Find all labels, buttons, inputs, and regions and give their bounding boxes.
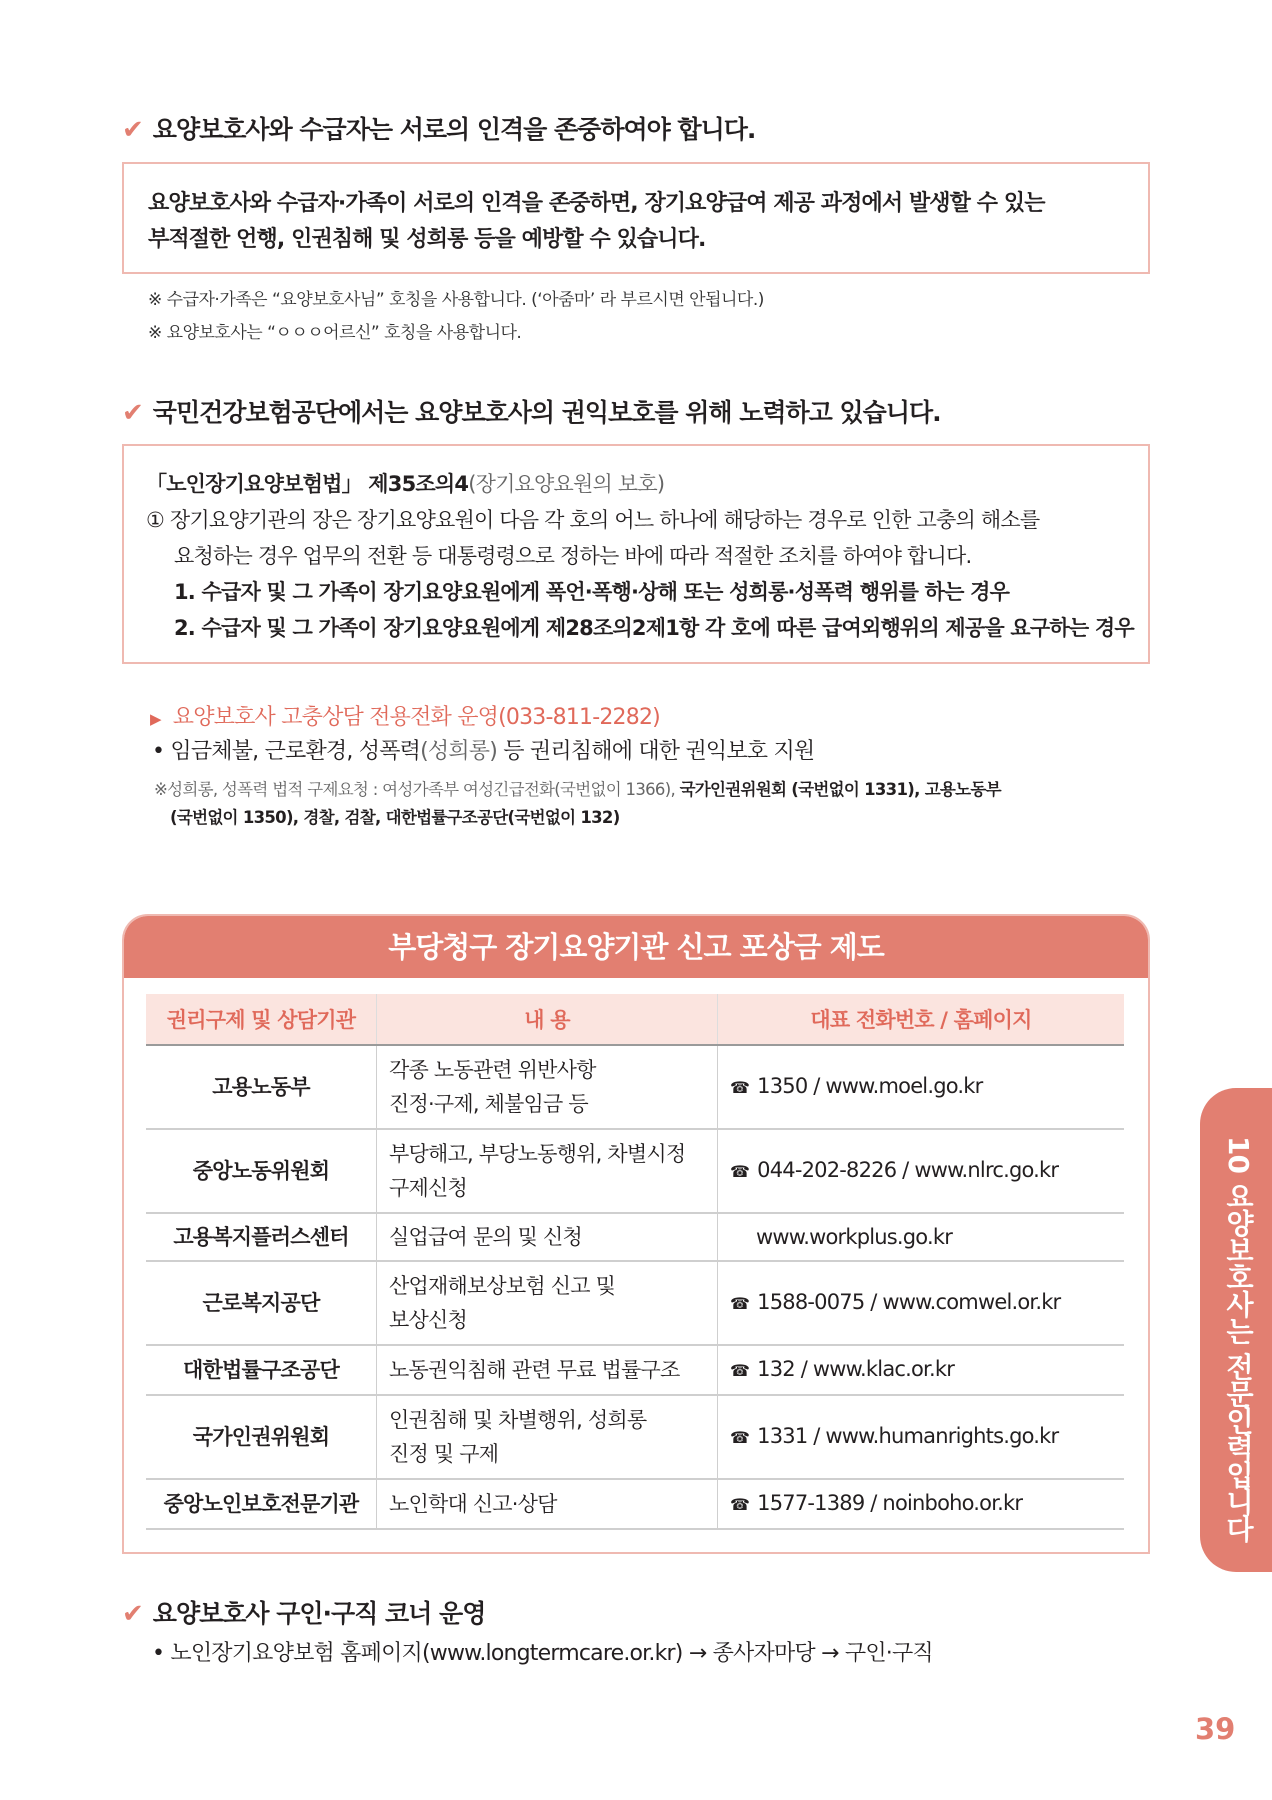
- chapter-side-tab-label: 10 요양보호사는 전문인력입니다: [1222, 1136, 1255, 1542]
- table-row: [146, 1129, 1124, 1213]
- agency-content: 부당해고, 부당노동행위, 차별시정 구제신청: [377, 1129, 718, 1213]
- respect-box-line2: 부적절한 언행, 인권침해 및 성희롱 등을 예방할 수 있습니다.: [148, 227, 706, 252]
- law-clause-line1: ① 장기요양기관의 장은 장기요양요원이 다음 각 호의 어느 하나에 해당하는 경우로 인한 고충의 해소를: [146, 508, 1040, 532]
- agency-contact: ☎ 1588-0075 / www.comwel.or.kr: [718, 1261, 1125, 1345]
- phone-icon: ☎: [730, 1078, 750, 1097]
- triangle-bullet-icon: ▶: [150, 710, 161, 728]
- phone-icon: ☎: [730, 1294, 750, 1313]
- hotline-bullet: • 임금체불, 근로환경, 성폭력(성희롱) 등 권리침해에 대한 권익보호 지원: [152, 739, 815, 764]
- law-item-2: 2. 수급자 및 그 가족이 장기요양요원에게 제28조의2제1항 각 호에 따른 급여외행위의 제공을 요구하는 경우: [174, 616, 1134, 640]
- law-item-1: 1. 수급자 및 그 가족이 장기요양요원에게 폭언·폭행·상해 또는 성희롱·성폭력 행위를 하는 경우: [174, 580, 1010, 604]
- agency-content: 노인학대 신고·상담: [377, 1479, 718, 1529]
- agency-table: [146, 994, 1124, 1530]
- phone-icon: ☎: [730, 1495, 750, 1514]
- page-number: 39: [1195, 1712, 1236, 1746]
- law-box: [122, 444, 1150, 664]
- agency-contact: www.workplus.go.kr: [718, 1213, 1125, 1261]
- agency-content: 각종 노동관련 위반사항 진정·구제, 체불임금 등: [377, 1045, 718, 1129]
- hotline-title: ▶ 요양보호사 고충상담 전용전화 운영(033-811-2282): [150, 705, 660, 730]
- phone-icon: ☎: [730, 1361, 750, 1380]
- check-icon: ✔: [122, 398, 143, 428]
- agency-content: 실업급여 문의 및 신청: [377, 1213, 718, 1261]
- agency-name: 근로복지공단: [146, 1261, 377, 1345]
- honorific-note-1: ※ 수급자·가족은 “요양보호사님” 호칭을 사용합니다. (‘아줌마’ 라 부르시면 안됩니다.): [148, 290, 764, 310]
- jobs-corner-path: • 노인장기요양보험 홈페이지(www.longtermcare.or.kr) → 종사자마당 → 구인·구직: [152, 1641, 933, 1666]
- agency-content: 산업재해보상보험 신고 및 보상신청: [377, 1261, 718, 1345]
- agency-name: 중앙노인보호전문기관: [146, 1479, 377, 1529]
- check-icon: ✔: [122, 115, 143, 145]
- table-row: [146, 1045, 1124, 1129]
- law-clause-line2: 요청하는 경우 업무의 전환 등 대통령령으로 정하는 바에 따라 적절한 조치를 하여야 합니다.: [174, 544, 972, 568]
- respect-box: [122, 162, 1150, 274]
- table-row: [146, 1345, 1124, 1395]
- respect-box-line1: 요양보호사와 수급자·가족이 서로의 인격을 존중하면, 장기요양급여 제공 과정에서 발생할 수 있는: [148, 191, 1045, 216]
- agency-name: 고용복지플러스센터: [146, 1213, 377, 1261]
- table-row: [146, 1213, 1124, 1261]
- table-row: [146, 1479, 1124, 1529]
- agency-name: 대한법률구조공단: [146, 1345, 377, 1395]
- law-title: 「노인장기요양보험법」 제35조의4(장기요양요원의 보호): [146, 472, 665, 496]
- agency-content: 인권침해 및 차별행위, 성희롱 진정 및 구제: [377, 1395, 718, 1479]
- agency-name: 국가인권위원회: [146, 1395, 377, 1479]
- phone-icon: ☎: [730, 1428, 750, 1447]
- column-header: 내 용: [377, 994, 718, 1045]
- agency-contact: ☎ 1577-1389 / noinboho.or.kr: [718, 1479, 1125, 1529]
- section-heading-respect: ✔ 요양보호사와 수급자는 서로의 인격을 존중하여야 합니다.: [122, 115, 756, 145]
- legal-relief-note-line1: ※성희롱, 성폭력 법적 구제요청 : 여성가족부 여성긴급전화(국번없이 1366), 국가인권위원회 (국번없이 1331), 고용노동부: [154, 780, 1001, 799]
- honorific-note-2: ※ 요양보호사는 “ㅇㅇㅇ어르신” 호칭을 사용합니다.: [148, 323, 522, 343]
- column-header: 대표 전화번호 / 홈페이지: [718, 994, 1125, 1045]
- table-row: [146, 1261, 1124, 1345]
- reward-panel-title: 부당청구 장기요양기관 신고 포상금 제도: [124, 916, 1148, 978]
- agency-contact: ☎ 1350 / www.moel.go.kr: [718, 1045, 1125, 1129]
- phone-icon: ☎: [730, 1162, 750, 1181]
- agency-contact: ☎ 044-202-8226 / www.nlrc.go.kr: [718, 1129, 1125, 1213]
- table-row: [146, 1395, 1124, 1479]
- agency-name: 고용노동부: [146, 1045, 377, 1129]
- check-icon: ✔: [122, 1599, 143, 1629]
- legal-relief-note-line2: (국번없이 1350), 경찰, 검찰, 대한법률구조공단(국번없이 132): [170, 808, 620, 827]
- agency-contact: ☎ 132 / www.klac.or.kr: [718, 1345, 1125, 1395]
- agency-contact: ☎ 1331 / www.humanrights.go.kr: [718, 1395, 1125, 1479]
- agency-name: 중앙노동위원회: [146, 1129, 377, 1213]
- column-header: 권리구제 및 상담기관: [146, 994, 377, 1045]
- section-heading-jobs: ✔ 요양보호사 구인·구직 코너 운영: [122, 1599, 486, 1629]
- section-heading-protection: ✔ 국민건강보험공단에서는 요양보호사의 권익보호를 위해 노력하고 있습니다.: [122, 398, 941, 428]
- agency-content: 노동권익침해 관련 무료 법률구조: [377, 1345, 718, 1395]
